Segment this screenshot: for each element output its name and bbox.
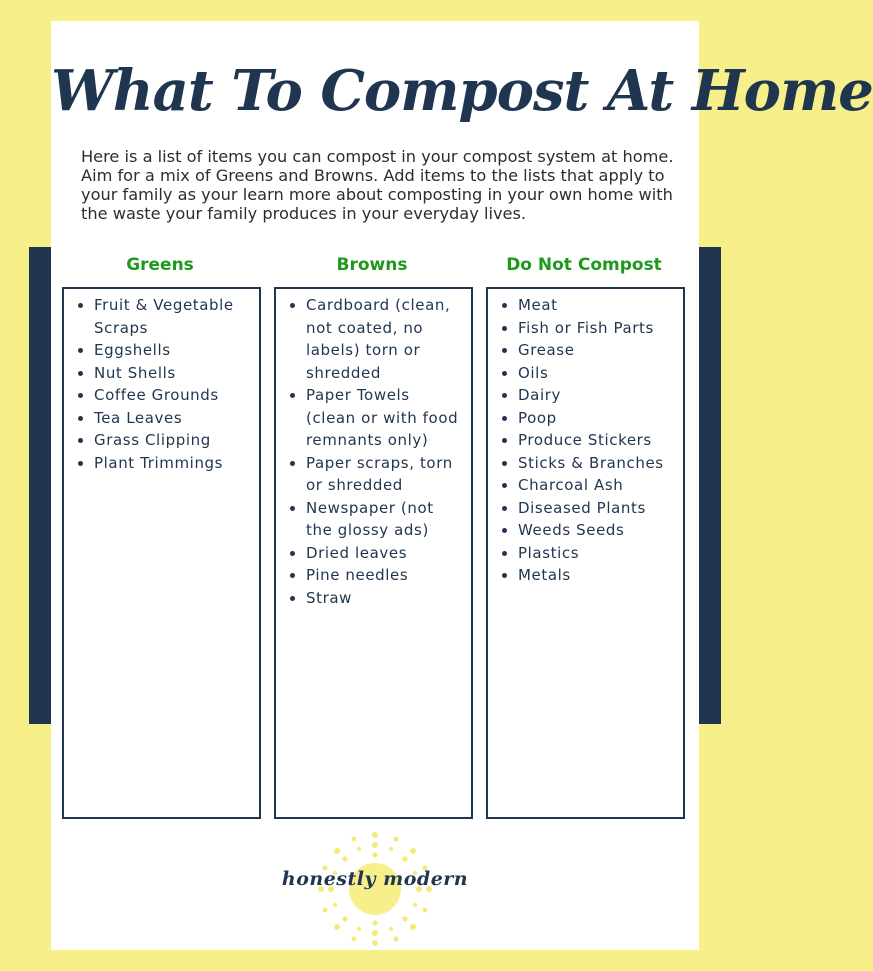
list-item: • Tea Leaves xyxy=(94,407,249,430)
list-item: • Newspaper (not the glossy ads) xyxy=(306,497,461,542)
brand-logo-text: honestly modern xyxy=(281,868,469,890)
do-not-compost-heading: Do Not Compost xyxy=(506,255,662,275)
list-item: • Produce Stickers xyxy=(518,429,673,452)
greens-list xyxy=(64,289,259,474)
do-not-compost-list xyxy=(488,289,683,587)
list-item: • Fish or Fish Parts xyxy=(518,317,673,340)
list-item: • Plastics xyxy=(518,542,673,565)
left-accent-band xyxy=(29,247,51,724)
list-item: • Meat xyxy=(518,294,673,317)
browns-list xyxy=(276,289,471,609)
list-item: • Grass Clipping xyxy=(94,429,249,452)
list-item: • Weeds Seeds xyxy=(518,519,673,542)
page-title: What To Compost At Home xyxy=(51,58,873,124)
greens-list-box xyxy=(62,287,261,819)
list-item: • Eggshells xyxy=(94,339,249,362)
list-item: • Plant Trimmings xyxy=(94,452,249,475)
list-item: • Coffee Grounds xyxy=(94,384,249,407)
list-item: • Metals xyxy=(518,564,673,587)
greens-heading: Greens xyxy=(126,255,194,275)
list-item: • Dairy xyxy=(518,384,673,407)
list-item: • Dried leaves xyxy=(306,542,461,565)
list-item: • Cardboard (clean, not coated, no labels) torn or shredded xyxy=(306,294,461,384)
list-item: • Oils xyxy=(518,362,673,385)
intro-paragraph: Here is a list of items you can compost in your compost system at home. Aim for a mix of Greens and Browns. Add items to the lists that apply to your family as your learn more about composting in your own home with the waste your family produces in your everyday lives. xyxy=(81,147,674,223)
list-item: • Poop xyxy=(518,407,673,430)
list-item: • Grease xyxy=(518,339,673,362)
right-accent-band xyxy=(699,247,721,724)
list-item: • Nut Shells xyxy=(94,362,249,385)
list-item: • Straw xyxy=(306,587,461,610)
list-item: • Charcoal Ash xyxy=(518,474,673,497)
do-not-compost-list-box xyxy=(486,287,685,819)
list-item: • Pine needles xyxy=(306,564,461,587)
list-item: • Diseased Plants xyxy=(518,497,673,520)
browns-list-box xyxy=(274,287,473,819)
page-sheet xyxy=(51,21,873,950)
list-item: • Fruit & Vegetable Scraps xyxy=(94,294,249,339)
list-item: • Paper Towels (clean or with food remnants only) xyxy=(306,384,461,452)
list-item: • Sticks & Branches xyxy=(518,452,673,475)
list-item: • Paper scraps, torn or shredded xyxy=(306,452,461,497)
browns-heading: Browns xyxy=(336,255,408,275)
